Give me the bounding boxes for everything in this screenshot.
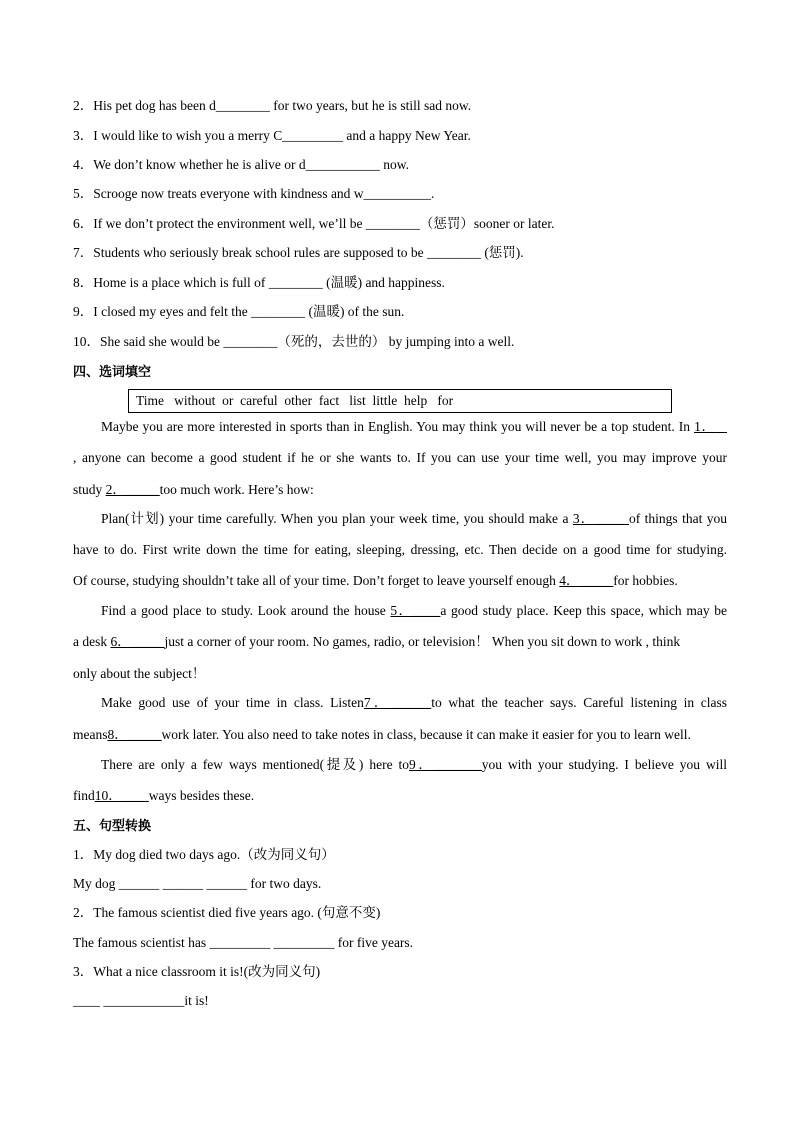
blank-7: 7．______: [363, 695, 432, 710]
blank-4: 4．_____: [559, 573, 614, 588]
exercise-item-2: 2．His pet dog has been d________ for two years, but he is still sad now.: [73, 98, 472, 113]
section-heading-sentence-transformation: 五、句型转换: [73, 819, 152, 834]
passage-line: [73, 481, 314, 499]
transformation-answer-line: My dog ______ ______ ______ for two days.: [73, 876, 322, 891]
exercise-item-10: 10．She said she would be ________（死的，去世的） by jumping into a well.: [73, 334, 515, 349]
passage-line: [73, 572, 678, 590]
passage-text: Of course, studying shouldn’t take all of your time. Don’t forget to leave yourself enough: [73, 573, 560, 588]
exercise-item-5: 5．Scrooge now treats everyone with kindness and w__________.: [73, 186, 435, 201]
passage-line: have to do. First write down the time for eating, sleeping, dressing, etc. Then decide on a good time for studying.: [73, 542, 727, 557]
passage-line: , anyone can become a good student if he or she wants to. If you can use your time well, you may improve your: [73, 450, 727, 465]
passage-line: [101, 602, 727, 620]
passage-text: Find a good place to study. Look around the house: [101, 603, 391, 618]
blank-2: 2．_____: [105, 482, 160, 497]
exercise-item-6: 6．If we don’t protect the environment well, we’ll be ________（惩罚）sooner or later.: [73, 216, 555, 231]
passage-text: Maybe you are more interested in sports than in English. You may think you will never be a top student. In: [101, 419, 695, 434]
exercise-item-9: 9．I closed my eyes and felt the ________ (温暖) of the sun.: [73, 304, 405, 319]
transformation-answer-line: The famous scientist has _________ _________ for five years.: [73, 935, 414, 950]
passage-text: just a corner of your room. No games, radio, or television！ When you sit down to work , think: [164, 634, 681, 649]
transformation-answer-line: ____ ____________it is!: [73, 993, 209, 1008]
passage-text: Make good use of your time in class. Listen: [101, 695, 364, 710]
passage-line: [73, 787, 254, 805]
exercise-item-3: 3．I would like to wish you a merry C_________ and a happy New Year.: [73, 128, 471, 143]
exercise-item-4: 4．We don’t know whether he is alive or d___________ now.: [73, 157, 409, 172]
passage-text: a good study place. Keep this space, which may be: [440, 603, 728, 618]
passage-text: find: [73, 788, 95, 803]
passage-line: [101, 418, 727, 436]
passage-text: too much work. Here’s how:: [159, 482, 314, 497]
passage-line: [101, 694, 727, 712]
passage-line: only about the subject！: [73, 666, 206, 681]
passage-text: for hobbies.: [613, 573, 678, 588]
passage-text: you with your studying. I believe you will: [481, 757, 727, 772]
blank-1: 1．: [694, 419, 716, 434]
passage-text: study: [73, 482, 106, 497]
passage-line: [73, 633, 680, 651]
blank-8: 8．_____: [107, 727, 162, 742]
blank-6: 6．_____: [110, 634, 165, 649]
passage-text: to what the teacher says. Careful listening in class: [431, 695, 728, 710]
passage-text: There are only a few ways mentioned(提及) here to: [101, 757, 410, 772]
passage-text: of things that you: [628, 511, 728, 526]
passage-text: a desk: [73, 634, 111, 649]
passage-line: [101, 510, 727, 528]
word-bank-text: Time without or careful other fact list little help for: [136, 393, 454, 408]
exercise-item-8: 8．Home is a place which is full of ________ (温暖) and happiness.: [73, 275, 445, 290]
blank-3: 3．_____: [572, 511, 629, 526]
transformation-item: 1．My dog died two days ago.（改为同义句）: [73, 847, 335, 862]
transformation-item: 3．What a nice classroom it is!(改为同义句): [73, 964, 321, 979]
passage-text: Plan(计划) your time carefully. When you plan your week time, you should make a: [101, 511, 573, 526]
transformation-item: 2．The famous scientist died five years ago. (句意不变): [73, 905, 381, 920]
blank-10: 10．____: [94, 788, 149, 803]
passage-text: work later. You also need to take notes in class, because it can make it easier for you to learn well.: [161, 727, 691, 742]
passage-line: [73, 726, 691, 744]
passage-text: ways besides these.: [148, 788, 255, 803]
word-bank-box: [128, 389, 672, 413]
section-heading-word-choice: 四、选词填空: [73, 365, 152, 380]
passage-text: means: [73, 727, 108, 742]
blank-9: 9．_______: [409, 757, 482, 772]
blank-5: 5．____: [390, 603, 441, 618]
exercise-item-7: 7．Students who seriously break school rules are supposed to be ________ (惩罚).: [73, 245, 524, 260]
passage-line: [101, 756, 727, 774]
